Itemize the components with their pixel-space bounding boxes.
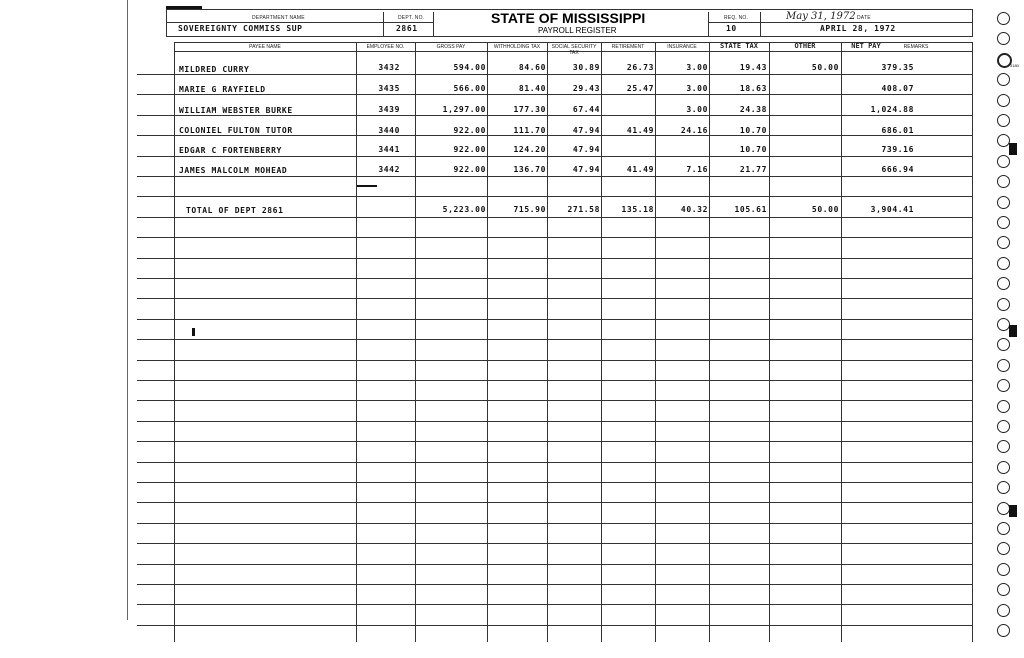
sprocket-hole <box>997 236 1010 249</box>
ruled-line <box>137 258 972 259</box>
row-0-state-tax: 19.43 <box>739 63 767 72</box>
sprocket-hole <box>997 277 1010 290</box>
row-4-name: EDGAR C FORTENBERRY <box>179 146 282 155</box>
row-1-withholding: 81.40 <box>518 84 546 93</box>
row-5-gross: 922.00 <box>453 165 486 174</box>
ruled-line <box>137 604 972 605</box>
department-name-label: DEPARTMENT NAME <box>252 15 305 21</box>
ruled-line <box>137 564 972 565</box>
col-withholding-tax: WITHHOLDING TAX <box>493 44 541 50</box>
row-5-net: 666.94 <box>881 165 914 174</box>
sprocket-hole <box>997 461 1010 474</box>
total-withholding: 715.90 <box>513 205 546 214</box>
sprocket-hole <box>997 420 1010 433</box>
col-other: OTHER <box>794 42 816 50</box>
ruled-line <box>137 217 972 218</box>
sprocket-hole <box>997 400 1010 413</box>
form-subtitle: PAYROLL REGISTER <box>538 26 617 35</box>
sprocket-hole <box>997 440 1010 453</box>
date-label: DATE <box>857 15 871 21</box>
req-no-label: REQ. NO. <box>724 15 749 21</box>
row-1-net: 408.07 <box>881 84 914 93</box>
ruled-line <box>137 94 972 95</box>
ruled-line <box>137 625 972 626</box>
ruled-line <box>137 74 972 75</box>
ruled-line <box>137 339 972 340</box>
ruled-line <box>137 584 972 585</box>
sprocket-hole <box>997 73 1010 86</box>
row-3-gross: 922.00 <box>453 126 486 135</box>
row-3-name: COLONIEL FULTON TUTOR <box>179 126 293 135</box>
total-ss: 271.58 <box>567 205 600 214</box>
row-0-retirement: 26.73 <box>626 63 654 72</box>
row-2-withholding: 177.30 <box>513 105 546 114</box>
row-0-gross: 594.00 <box>453 63 486 72</box>
margin-bar-mark <box>1009 505 1017 517</box>
row-4-gross: 922.00 <box>453 145 486 154</box>
sprocket-hole <box>997 583 1010 596</box>
row-1-gross: 566.00 <box>453 84 486 93</box>
col-employee-no: EMPLOYEE NO. <box>366 44 405 50</box>
col-social-security-tax: SOCIAL SECURITY TAX <box>551 44 597 56</box>
ruled-line <box>137 135 972 136</box>
row-3-ss: 47.94 <box>572 126 600 135</box>
ruled-line <box>137 380 972 381</box>
row-0-emp: 3432 <box>378 63 400 72</box>
col-retirement: RETIREMENT <box>611 44 645 50</box>
col-state-tax: STATE TAX <box>720 42 758 50</box>
sprocket-hole <box>997 257 1010 270</box>
sprocket-hole <box>997 338 1010 351</box>
form-title: STATE OF MISSISSIPPI <box>491 10 646 26</box>
sprocket-hole <box>997 216 1010 229</box>
row-4-emp: 3441 <box>378 145 400 154</box>
row-4-ss: 47.94 <box>572 145 600 154</box>
sprocket-hole <box>997 114 1010 127</box>
row-3-retirement: 41.49 <box>626 126 654 135</box>
ruled-line <box>137 360 972 361</box>
total-insurance: 40.32 <box>680 205 708 214</box>
top-edge-mark <box>166 6 202 9</box>
col-gross-pay: GROSS PAY <box>436 44 466 50</box>
sprocket-hole <box>997 155 1010 168</box>
row-5-name: JAMES MALCOLM MOHEAD <box>179 166 288 175</box>
ruled-line <box>137 176 972 177</box>
row-4-state-tax: 10.70 <box>739 145 767 154</box>
sprocket-hole <box>997 542 1010 555</box>
row-5-emp: 3442 <box>378 165 400 174</box>
ruled-line <box>137 400 972 401</box>
pen-mark <box>357 185 377 187</box>
row-2-ss: 67.44 <box>572 105 600 114</box>
row-1-name: MARIE G RAYFIELD <box>179 85 266 94</box>
row-1-retirement: 25.47 <box>626 84 654 93</box>
ruled-line <box>137 482 972 483</box>
dept-no-label: DEPT. NO. <box>398 15 425 21</box>
sprocket-hole <box>997 175 1010 188</box>
sprocket-hole <box>997 522 1010 535</box>
sprocket-hole <box>997 563 1010 576</box>
total-gross: 5,223.00 <box>442 205 486 214</box>
row-2-net: 1,024.88 <box>870 105 914 114</box>
row-3-insurance: 24.16 <box>680 126 708 135</box>
col-net-pay: NET PAY <box>851 42 881 50</box>
ruled-line <box>137 462 972 463</box>
row-2-state-tax: 24.38 <box>739 105 767 114</box>
margin-tick-label: 3180 <box>1010 63 1019 68</box>
row-5-state-tax: 21.77 <box>739 165 767 174</box>
row-0-name: MILDRED CURRY <box>179 65 250 74</box>
ruled-line <box>137 196 972 197</box>
pen-mark <box>192 328 195 336</box>
sprocket-hole <box>997 94 1010 107</box>
margin-bar-mark <box>1009 325 1017 337</box>
sprocket-hole <box>997 481 1010 494</box>
row-3-net: 686.01 <box>881 126 914 135</box>
total-net: 3,904.41 <box>870 205 914 214</box>
row-1-emp: 3435 <box>378 84 400 93</box>
dept-no: 2861 <box>396 24 418 33</box>
total-retirement: 135.18 <box>621 205 654 214</box>
req-no: 10 <box>726 24 737 33</box>
total-other: 50.00 <box>811 205 839 214</box>
sprocket-hole <box>997 604 1010 617</box>
margin-bar-mark <box>1009 143 1017 155</box>
ruled-line <box>137 278 972 279</box>
row-4-net: 739.16 <box>881 145 914 154</box>
sprocket-hole <box>997 624 1010 637</box>
sprocket-hole <box>997 379 1010 392</box>
row-5-ss: 47.94 <box>572 165 600 174</box>
row-1-state-tax: 18.63 <box>739 84 767 93</box>
row-2-gross: 1,297.00 <box>442 105 486 114</box>
col-insurance: INSURANCE <box>667 44 697 50</box>
row-0-insurance: 3.00 <box>686 63 708 72</box>
total-state-tax: 105.61 <box>734 205 767 214</box>
row-0-withholding: 84.60 <box>518 63 546 72</box>
total-label: TOTAL OF DEPT 2861 <box>186 206 284 215</box>
row-2-insurance: 3.00 <box>686 105 708 114</box>
row-5-insurance: 7.16 <box>686 165 708 174</box>
ruled-line <box>137 319 972 320</box>
department-name: SOVEREIGNTY COMMISS SUP <box>178 24 303 33</box>
row-1-insurance: 3.00 <box>686 84 708 93</box>
row-2-name: WILLIAM WEBSTER BURKE <box>179 106 293 115</box>
ruled-line <box>137 156 972 157</box>
ruled-line <box>137 543 972 544</box>
ruled-line <box>137 502 972 503</box>
sprocket-hole <box>997 12 1010 25</box>
row-2-emp: 3439 <box>378 105 400 114</box>
ruled-line <box>137 237 972 238</box>
row-0-net: 379.35 <box>881 63 914 72</box>
col-payee-name: PAYEE NAME <box>249 44 281 50</box>
row-3-withholding: 111.70 <box>513 126 546 135</box>
row-0-ss: 30.89 <box>572 63 600 72</box>
ruled-line <box>137 115 972 116</box>
left-margin-line <box>127 0 128 620</box>
row-3-state-tax: 10.70 <box>739 126 767 135</box>
row-1-ss: 29.43 <box>572 84 600 93</box>
row-5-retirement: 41.49 <box>626 165 654 174</box>
row-4-withholding: 124.20 <box>513 145 546 154</box>
row-5-withholding: 136.70 <box>513 165 546 174</box>
payroll-date: APRIL 28, 1972 <box>820 24 896 33</box>
sprocket-hole <box>997 359 1010 372</box>
ruled-line <box>137 421 972 422</box>
handwritten-date: May 31, 1972 <box>786 11 856 22</box>
ruled-line <box>137 441 972 442</box>
ruled-line <box>137 523 972 524</box>
ruled-line <box>137 298 972 299</box>
sprocket-hole <box>997 32 1010 45</box>
row-3-emp: 3440 <box>378 126 400 135</box>
col-remarks: REMARKS <box>903 44 929 50</box>
sprocket-hole <box>997 196 1010 209</box>
row-0-other: 50.00 <box>811 63 839 72</box>
sprocket-hole <box>997 298 1010 311</box>
